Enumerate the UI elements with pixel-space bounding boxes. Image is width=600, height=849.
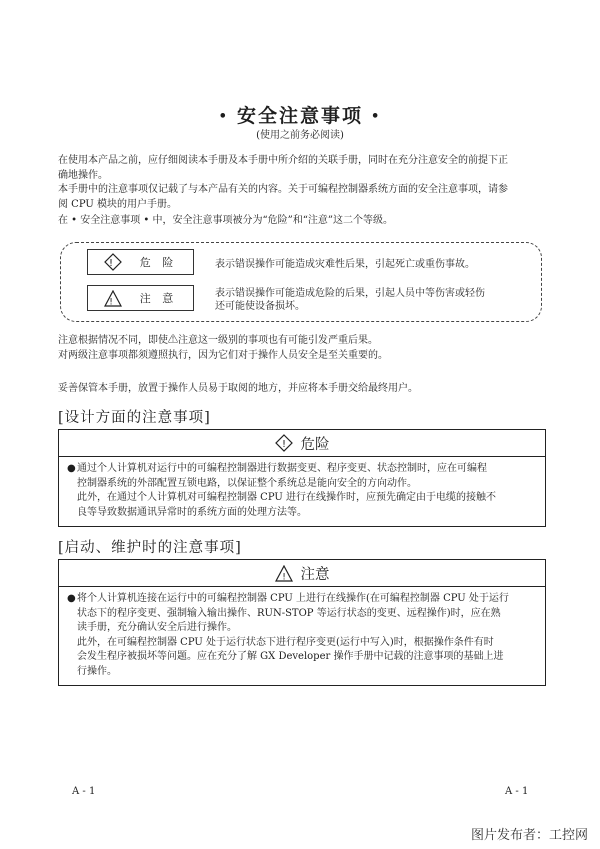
body-line: 将个人计算机连接在运行中的可编程控制器 CPU 上进行在线操作(在可编程控制器 CPU 处于运行 [77,593,509,604]
page-title [0,101,600,128]
body-line: 会发生程序被损坏等问题。应在充分了解 GX Developer 操作手册中记载的注意事项的基础上进 [77,651,504,662]
design-danger-box [58,429,546,527]
startup-caution-body [59,587,545,685]
bullet-icon: ● [67,593,76,604]
notes-paragraph [58,334,548,363]
page-number-right: A - 1 [505,786,529,797]
svg-text:!: ! [108,258,117,269]
body-line: 良等导致数据通讯异常时的系统方面的处理方法等。 [77,506,307,518]
startup-caution-header-text: 注意 [300,566,330,583]
note-line: 对两级注意事项都须遵照执行，因为它们对于操作人员安全是至关重要的。 [58,349,388,361]
caution-label-text: 注 意 [139,292,178,305]
body-line: 行操作。 [77,665,117,677]
caution-desc-line: 还可能使设备损坏。 [215,301,305,312]
danger-desc-line: 表示错误操作可能造成灾难性后果，引起死亡或重伤事故。 [215,259,475,270]
design-danger-body [59,457,545,526]
design-danger-header [59,430,545,457]
caution-desc-line: 表示错误操作可能造成危险的后果，引起人员中等伤害或轻伤 [215,288,485,299]
startup-caution-box [58,559,546,686]
body-line: 此外，在通过个人计算机对可编程控制器 CPU 进行在线操作时，应预先确定由于电缆的接触不 [77,492,496,503]
startup-caution-header [59,560,545,587]
svg-text:!: ! [108,297,117,307]
title-bullet-left: • [218,109,229,124]
danger-diamond-icon [104,253,122,271]
watermark: 图片发布者：工控网 [470,828,588,843]
svg-text:!: ! [281,572,286,582]
title-bullet-right: • [371,109,382,124]
storage-note: 妥善保管本手册，放置于操作人员易于取阅的地方，并应将本手册交给最终用户。 [58,383,418,394]
caution-level-label [87,285,194,311]
intro-line: 本手册中的注意事项仅记载了与本产品有关的内容。关于可编程控制器系统方面的安全注意事项，请参 [58,184,508,195]
caution-level-desc [215,287,500,313]
body-line: 状态下的程序变更、强制输入输出操作、RUN-STOP 等运行状态的变更、远程操作)时，应在熟 [77,607,501,619]
danger-diamond-icon [275,434,293,452]
body-line: 控制器系统的外部配置互锁电路，以保证整个系统总是能向安全的方向动作。 [77,477,417,489]
svg-text:!: ! [281,439,286,450]
body-line: 通过个人计算机对运行中的可编程控制器进行数据变更、程序变更、状态控制时，应在可编程 [77,463,487,474]
page-subtitle: (使用之前务必阅读) [256,130,344,141]
note-line: 注意根据情况不同，即使⚠注意这一级别的事项也有可能引发严重后果。 [58,335,378,346]
caution-triangle-icon [275,565,293,582]
bullet-icon: ● [67,463,76,474]
page-number-left: A - 1 [72,786,96,797]
section-title-startup: [启动、维护时的注意事项] [58,540,242,556]
danger-label-text: 危 险 [139,256,178,269]
caution-triangle-icon [104,290,122,307]
intro-line: 阅 CPU 模块的用户手册。 [58,198,177,210]
body-line: 此外，在可编程控制器 CPU 处于运行状态下进行程序变更(运行中写入)时，根据操作条件有时 [77,636,494,648]
danger-level-desc [215,258,500,271]
intro-line: 确地操作。 [58,169,108,181]
section-title-design: [设计方面的注意事项] [58,410,211,426]
title-text: 安全注意事项 [236,105,363,127]
danger-level-label [87,249,194,275]
intro-line: 在 • 安全注意事项 • 中，安全注意事项被分为“危险”和“注意”这二个等级。 [58,215,393,226]
intro-paragraph [58,154,548,229]
intro-line: 在使用本产品之前，应仔细阅读本手册及本手册中所介绍的关联手册，同时在充分注意安全的前提下正 [58,155,508,166]
body-line: 读手册，充分确认安全后进行操作。 [77,622,237,633]
design-danger-header-text: 危险 [300,436,330,453]
